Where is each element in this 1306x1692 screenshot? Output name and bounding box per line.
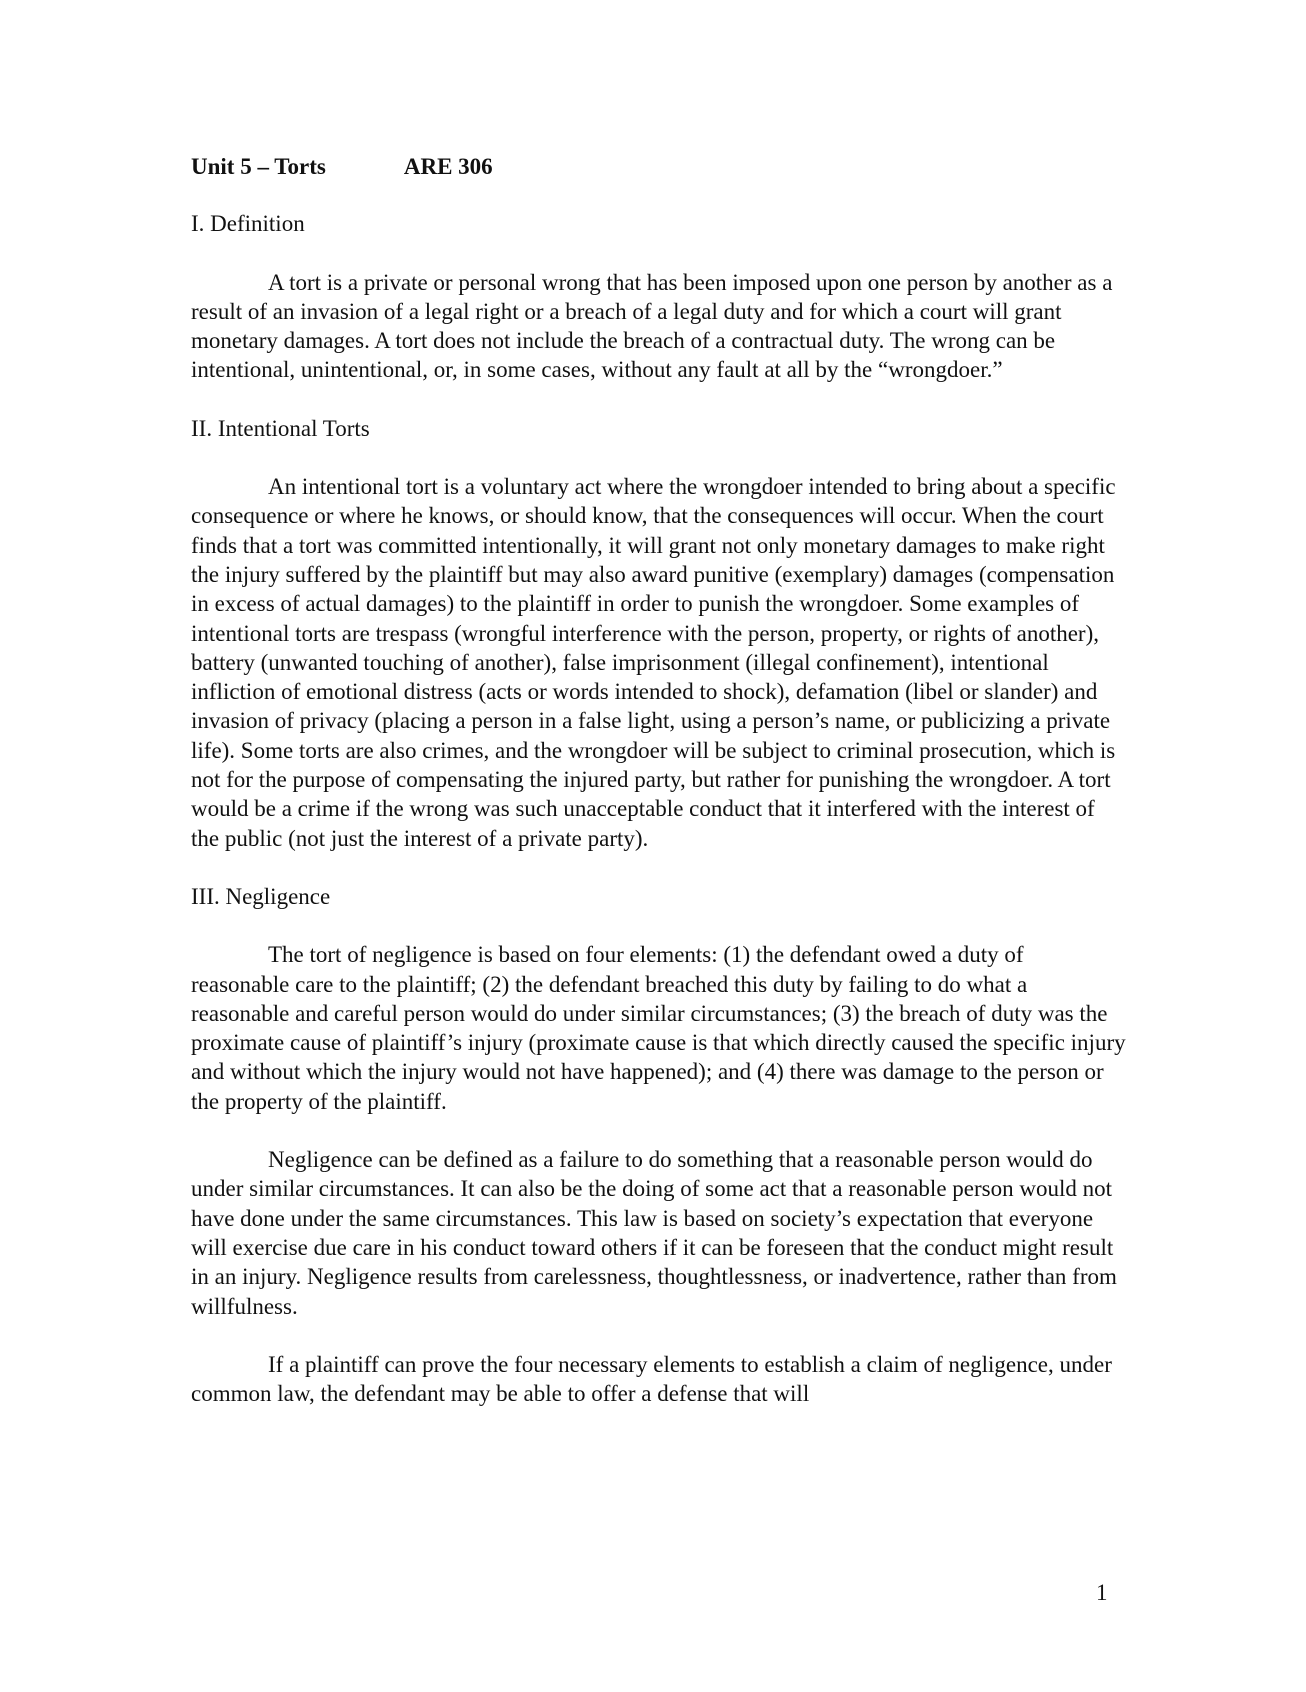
course-code: ARE 306 [403,154,493,179]
page-number: 1 [1096,1580,1108,1605]
paragraph: A tort is a private or personal wrong that has been imposed upon one person by another as a result of an invasion of a legal right or a breach of a legal duty and for which a court will grant monetary damages. A tort does not include the breach of a contractual duty. The wrong can be intentional, unintentional, or, in some cases, without any fault at all by the “wrongdoer.” [191,269,1113,383]
document-body [191,152,1126,1437]
paragraph: An intentional tort is a voluntary act where the wrongdoer intended to bring about a specific consequence or where he knows, or should know, that the consequences will occur. When the court finds that a tort was committed intentionally, it will grant not only monetary damages to make right the injury suffered by the plaintiff but may also award punitive (exemplary) damages (compensation in excess of actual damages) to the plaintiff in order to punish the wrongdoer. Some examples of intentional torts are trespass (wrongful interference with the person, property, or rights of another), battery (unwanted touching of another), false imprisonment (illegal confinement), intentional infliction of emotional distress (acts or words intended to shock), defamation (libel or slander) and invasion of privacy (placing a person in a false light, using a person’s name, or publicizing a private life). Some torts are also crimes, and the wrongdoer will be subject to criminal prosecution, which is not for the purpose of compensating the injured party, but rather for punishing the wrongdoer. A tort would be a crime if the wrong was such unacceptable conduct that it interfered with the interest of the public (not just the interest of a private party). [191,474,1116,851]
unit-title: Unit 5 – Torts [191,154,326,179]
paragraph: If a plaintiff can prove the four necessary elements to establish a claim of negligence, under common law, the defendant may be able to offer a defense that will [191,1351,1112,1407]
section-heading: II. Intentional Torts [191,415,370,441]
section-definition [191,209,1126,384]
paragraph: Negligence can be defined as a failure to do something that a reasonable person would do under similar circumstances. It can also be the doing of some act that a reasonable person would not have done under the same circumstances. This law is based on society’s expectation that everyone will exercise due care in his conduct toward others if it can be foreseen that the conduct might result in an injury. Negligence results from carelessness, thoughtlessness, or inadvertence, rather than from willfulness. [191,1147,1117,1319]
document-header [191,152,1126,181]
section-heading: III. Negligence [191,883,331,909]
paragraph: The tort of negligence is based on four elements: (1) the defendant owed a duty of reasonable care to the plaintiff; (2) the defendant breached this duty by failing to do what a reasonable and careful person would do under similar circumstances; (3) the breach of duty was the proximate cause of plaintiff’s injury (proximate cause is that which directly caused the specific injury and without which the injury would not have happened); and (4) there was damage to the person or the property of the plaintiff. [191,942,1126,1114]
section-negligence [191,882,1126,1408]
section-heading: I. Definition [191,211,305,237]
section-intentional-torts [191,414,1126,853]
